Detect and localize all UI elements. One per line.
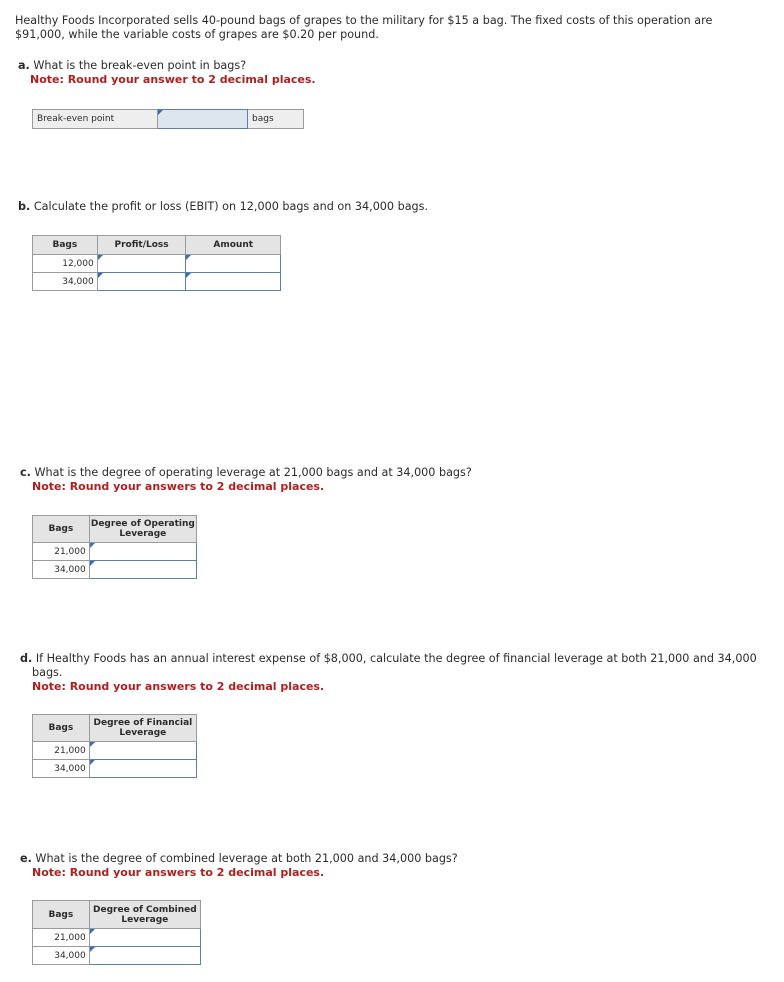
bags-cell: 21,000	[33, 742, 90, 760]
bags-cell: 21,000	[33, 543, 90, 561]
bags-cell: 34,000	[33, 273, 98, 291]
dcl-input-21000[interactable]	[90, 929, 200, 946]
profit-loss-select[interactable]	[97, 255, 186, 273]
header-amount: Amount	[186, 236, 281, 255]
dfl-input-34000[interactable]	[90, 760, 196, 777]
header-dol: Degree of Operating Leverage	[89, 516, 196, 543]
table-row	[33, 929, 201, 947]
bags-cell: 34,000	[33, 561, 90, 579]
dol-cell[interactable]	[89, 561, 196, 579]
table-row	[33, 273, 281, 291]
part-d-text-cont: bags.	[32, 666, 63, 679]
dcl-cell[interactable]	[89, 929, 200, 947]
dol-table	[32, 515, 197, 579]
amount-input-34000[interactable]	[186, 273, 280, 290]
table-row	[33, 742, 197, 760]
break-even-input[interactable]	[158, 110, 247, 128]
table-row	[33, 255, 281, 273]
bags-cell: 12,000	[33, 255, 98, 273]
dfl-input-21000[interactable]	[90, 742, 196, 759]
table-row	[33, 760, 197, 778]
part-c-letter: c.	[20, 466, 31, 479]
dfl-cell[interactable]	[89, 742, 196, 760]
profit-loss-input-12000[interactable]	[98, 255, 186, 272]
break-even-row	[32, 109, 304, 129]
break-even-unit: bags	[248, 109, 304, 129]
break-even-label: Break-even point	[32, 109, 158, 129]
dol-cell[interactable]	[89, 543, 196, 561]
break-even-input-cell[interactable]	[158, 109, 248, 129]
table-row	[33, 543, 197, 561]
profit-loss-table	[32, 235, 281, 291]
header-dcl: Degree of Combined Leverage	[89, 901, 200, 929]
part-e-note: Note: Round your answers to 2 decimal places.	[32, 866, 325, 879]
part-a-letter: a.	[18, 59, 30, 72]
part-e-letter: e.	[20, 852, 32, 865]
part-b-letter: b.	[18, 200, 31, 213]
amount-input-12000[interactable]	[186, 255, 280, 272]
header-profit-loss: Profit/Loss	[97, 236, 186, 255]
part-d-question	[20, 652, 760, 694]
part-b-text: Calculate the profit or loss (EBIT) on 12,000 bags and on 34,000 bags.	[33, 200, 429, 213]
part-a-text: What is the break-even point in bags?	[33, 59, 247, 72]
part-b-question	[18, 200, 428, 214]
part-c-note: Note: Round your answers to 2 decimal places.	[32, 480, 325, 493]
bags-cell: 34,000	[33, 947, 90, 965]
dfl-table	[32, 714, 197, 778]
table-row	[33, 947, 201, 965]
dcl-table	[32, 900, 201, 965]
part-c-text: What is the degree of operating leverage at 21,000 bags and at 34,000 bags?	[34, 466, 472, 479]
problem-intro: Healthy Foods Incorporated sells 40-pound bags of grapes to the military for $15 a bag. The fixed costs of this operation are $91,000, while the variable costs of grapes are $0.20 per pound.	[15, 14, 713, 41]
dcl-cell[interactable]	[89, 947, 200, 965]
dcl-input-34000[interactable]	[90, 947, 200, 964]
amount-cell[interactable]	[186, 255, 281, 273]
header-bags: Bags	[33, 901, 90, 929]
header-bags: Bags	[33, 236, 98, 255]
header-bags: Bags	[33, 715, 90, 742]
dol-input-34000[interactable]	[90, 561, 196, 578]
header-bags: Bags	[33, 516, 90, 543]
bags-cell: 21,000	[33, 929, 90, 947]
dol-input-21000[interactable]	[90, 543, 196, 560]
dfl-cell[interactable]	[89, 760, 196, 778]
part-d-note: Note: Round your answers to 2 decimal places.	[32, 680, 325, 693]
table-row	[33, 561, 197, 579]
profit-loss-input-34000[interactable]	[98, 273, 186, 290]
amount-cell[interactable]	[186, 273, 281, 291]
part-c-question	[20, 466, 472, 494]
part-a-question	[18, 59, 316, 87]
part-a-note: Note: Round your answer to 2 decimal places.	[30, 73, 316, 86]
profit-loss-select[interactable]	[97, 273, 186, 291]
part-d-letter: d.	[20, 652, 33, 665]
part-e-question	[20, 852, 458, 880]
bags-cell: 34,000	[33, 760, 90, 778]
part-e-text: What is the degree of combined leverage at both 21,000 and 34,000 bags?	[35, 852, 458, 865]
part-d-text: If Healthy Foods has an annual interest expense of $8,000, calculate the degree of financial leverage at both 21,000 and 34,000	[35, 652, 757, 665]
header-dfl: Degree of Financial Leverage	[89, 715, 196, 742]
